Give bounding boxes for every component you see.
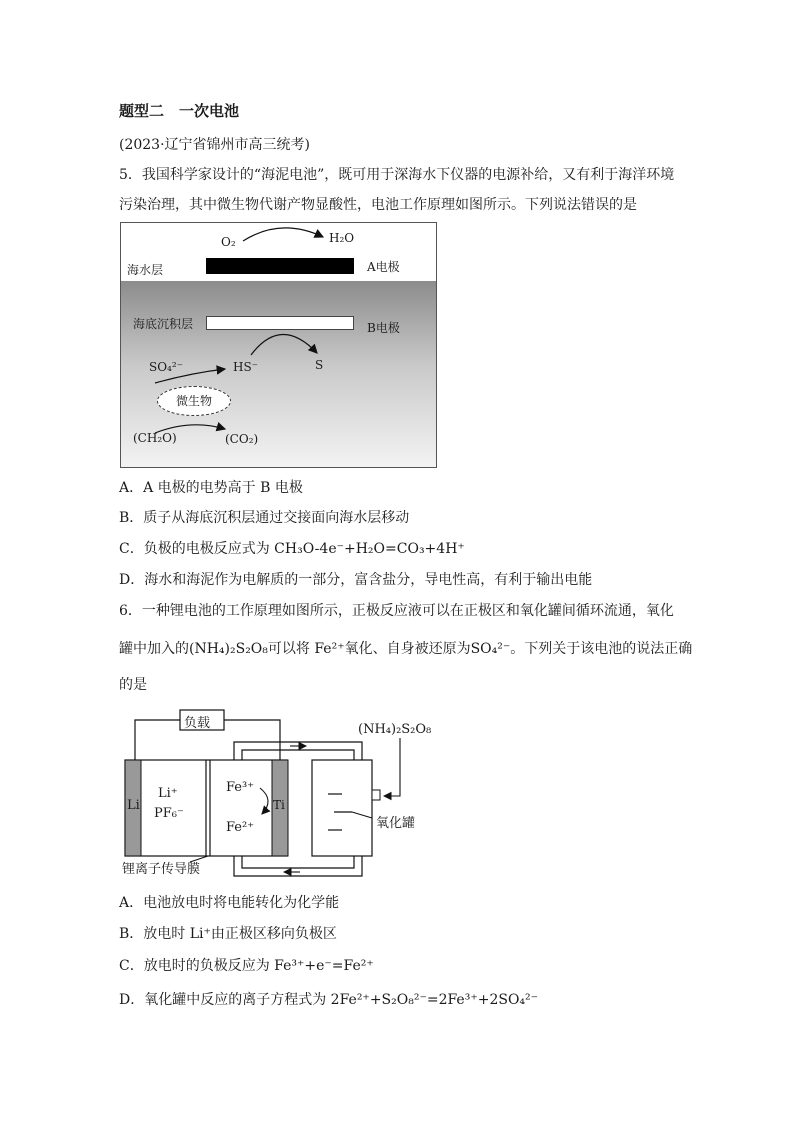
li-ion-label: Li⁺ (158, 786, 178, 801)
q6-option-a: A．电池放电时将电能转化为化学能 (119, 895, 340, 911)
li-label: Li (127, 798, 140, 813)
q6-stem-line2: 罐中加入的(NH₄)₂S₂O₈可以将 Fe²⁺氧化、自身被还原为SO₄²⁻。下列关于该电池的说法正确 (119, 641, 693, 657)
q5-option-b: B．质子从海底沉积层通过交接面向海水层移动 (119, 510, 410, 526)
wire-right (224, 720, 280, 760)
reagent-arrow (384, 738, 400, 796)
wire-left (135, 720, 180, 760)
q6-option-c: C．放电时的负极反应为 Fe³⁺+e⁻=Fe²⁺ (119, 958, 374, 974)
so4-label: SO₄²⁻ (149, 360, 184, 374)
q5-option-c: C．负极的电极反应式为 CH₃O-4e⁻+H₂O=CO₃+4H⁺ (119, 541, 465, 557)
q6-stem-line1: 6．一种锂电池的工作原理如图所示，正极反应液可以在正极区和氧化罐间循环流通，氧化 (119, 603, 674, 619)
membrane-label: 锂离子传导膜 (122, 862, 201, 877)
microbe-ellipse: 微生物 (157, 386, 231, 416)
hs-to-s-arrow (251, 334, 317, 355)
q5-option-a: A．A 电极的电势高于 B 电极 (119, 480, 303, 496)
section-title: 题型二 一次电池 (119, 102, 240, 120)
reagent-label: (NH₄)₂S₂O₈ (358, 722, 432, 737)
q6-stem-line3: 的是 (119, 677, 147, 693)
pipe-top-inner (242, 750, 354, 760)
q5-source: (2023·辽宁省锦州市高三统考) (119, 137, 311, 153)
sea-layer-label: 海水层 (127, 263, 164, 277)
s-label: S (315, 358, 324, 372)
tank-label: 氧化罐 (376, 816, 416, 831)
pf6-label: PF₆⁻ (154, 806, 184, 821)
q5-figure (120, 222, 437, 468)
q6-figure (120, 708, 450, 880)
tank-inlet (372, 790, 380, 800)
fe2-label: Fe²⁺ (226, 820, 255, 835)
q5-stem-line1: 5．我国科学家设计的“海泥电池”，既可用于深海水下仪器的电源补给，又有利于海洋环境 (119, 167, 675, 183)
hs-label: HS⁻ (233, 360, 259, 374)
electrode-a-label: A电极 (367, 260, 400, 274)
pipe-bottom-outer (234, 856, 362, 876)
q5-option-d: D．海水和海泥作为电解质的一部分，富含盐分，导电性高，有利于输出电能 (119, 572, 593, 588)
q6-option-b: B．放电时 Li⁺由正极区移向负极区 (119, 926, 337, 942)
h2o-label: H₂O (329, 231, 355, 245)
o2-label: O₂ (221, 235, 236, 249)
q6-option-d: D．氧化罐中反应的离子方程式为 2Fe²⁺+S₂O₈²⁻=2Fe³⁺+2SO₄²⁻ (119, 992, 539, 1008)
ti-label: Ti (273, 798, 285, 812)
sediment-layer-label: 海底沉积层 (133, 317, 194, 331)
pipe-top-outer (234, 742, 362, 760)
load-label: 负载 (184, 716, 211, 731)
electrode-b-label: B电极 (367, 321, 400, 335)
ch2o-label: (CH₂O) (133, 431, 177, 445)
fe3-label: Fe³⁺ (226, 780, 255, 795)
oxidation-tank (312, 760, 372, 856)
q5-stem-line2: 污染治理，其中微生物代谢产物显酸性，电池工作原理如图所示。下列说法错误的是 (119, 197, 637, 213)
co2-label: (CO₂) (225, 432, 259, 446)
o2-to-h2o-arrow (243, 228, 323, 241)
pipe-bottom-inner (242, 856, 354, 868)
